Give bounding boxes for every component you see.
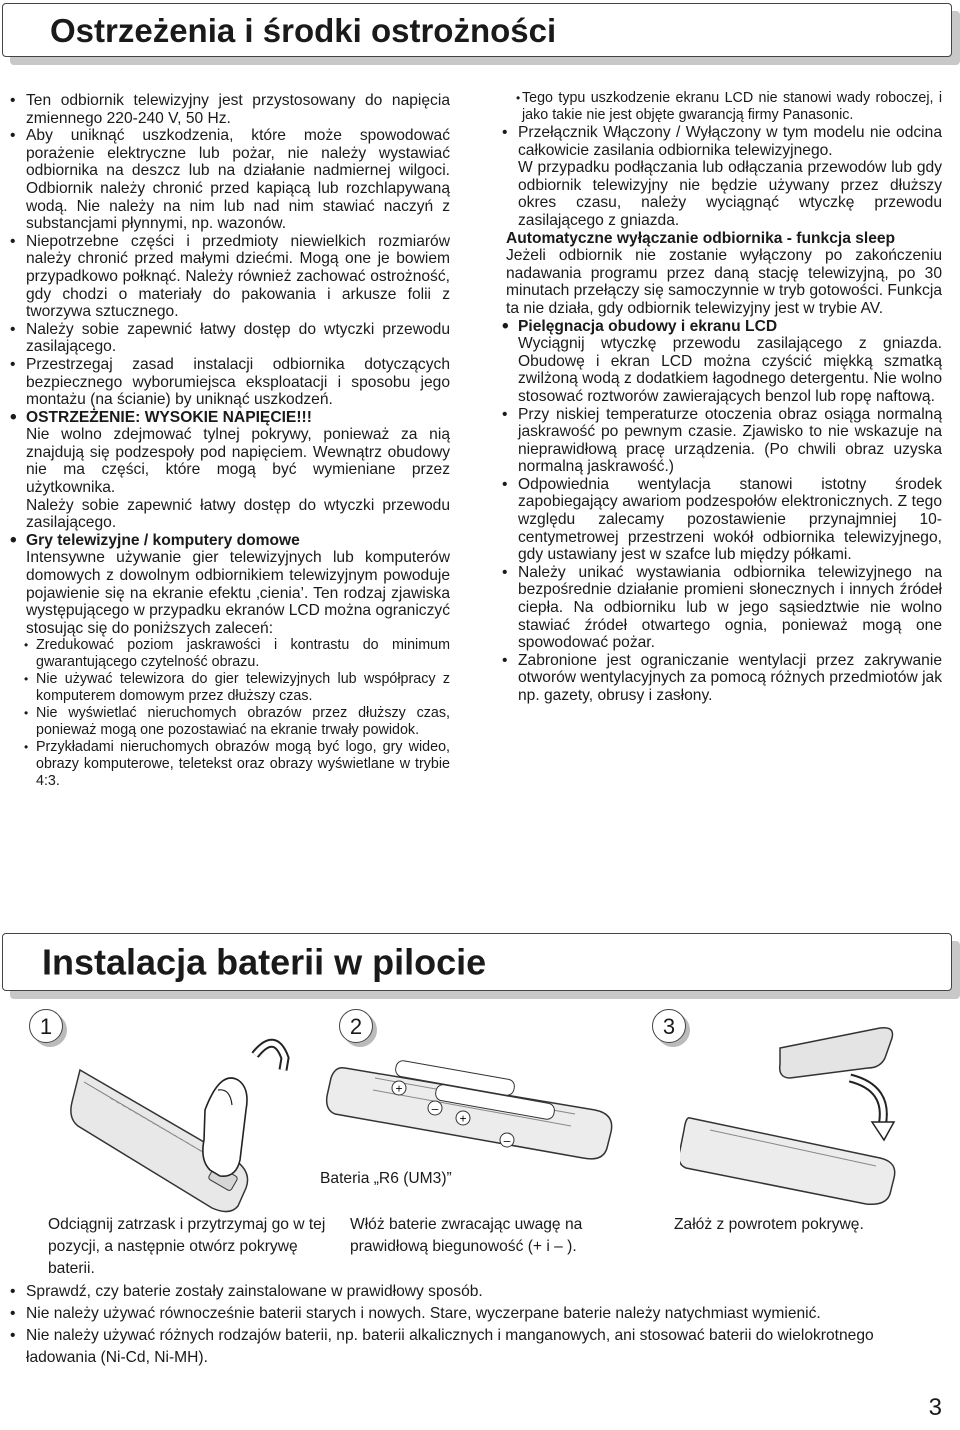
games-heading: • Gry telewizyjne / komputery domowe [10,532,450,550]
step3-caption: Załóż z powrotem pokrywę. [674,1216,864,1233]
arrow-open-icon [255,1043,285,1070]
section-title: Ostrzeżenia i środki ostrożności [50,11,557,49]
games-tip-duration: • Nie używać telewizora do gier telewizyjnych lub współpracy z komputerem domowym przez dłuższy czas. [10,671,450,705]
note-check-installation: • Sprawdź, czy baterie zostały zainstalowane w prawidłowy sposób. [10,1281,940,1303]
games-tip-examples: • Przykładami nieruchomych obrazów mogą być logo, gry wideo, obrazy komputerowe, teletekst oraz obrazy wyświetlane w trybie 4:3. [10,739,450,790]
bullet-voltage: • Ten odbiornik telewizyjny jest przystosowany do napięcia zmiennego 220-240 V, 50 Hz. [10,92,450,127]
step-number-2: 2 [339,1009,373,1043]
warning-heading: • OSTRZEŻENIE: WYSOKIE NAPIĘCIE!!! [10,409,450,427]
minus-sign: – [503,1133,511,1148]
step1-caption: Odciągnij zatrzask i przytrzymaj go w tej pozycji, a następnie otwórz pokrywę baterii. [48,1216,326,1277]
bullet-power-switch: • Przełącznik Włączony / Wyłączony w tym modelu nie odcina całkowicie zasilania odbiornika telewizyjnego. [502,124,942,159]
warning-text-plug: Należy sobie zapewnić łatwy dostęp do wtyczki przewodu zasilającego. [26,496,450,532]
plus-sign: + [459,1111,467,1126]
power-switch-text: W przypadku podłączania lub odłączania przewodów lub gdy odbiornik telewizyjny nie będzie używany przez dłuższy okres czasu, należy wyciągnąć wtyczkę przewodu zasilającego z gniazda. [518,159,942,229]
step-number-1: 1 [29,1009,63,1043]
plus-sign: + [395,1081,403,1096]
care-text: Wyciągnij wtyczkę przewodu zasilającego z gniazda. Obudowę i ekran LCD można czyścić miękką szmatką zwilżoną wodą z dodatkiem łagodnego detergentu. Nie wolno stosować roztworów zawierających benzol lub ropę naftową. [518,335,942,405]
section-header-battery [2,933,960,999]
section-header-warnings [2,3,960,65]
note-old-new-batteries: • Nie należy używać równocześnie baterii starych i nowych. Stare, wyczerpane baterie należy natychmiast wymienić. [10,1303,940,1325]
remote-control-image [680,1118,895,1205]
battery-notes [10,1281,940,1369]
bullet-sunlight: • Należy unikać wystawiania odbiornika telewizyjnego na bezpośrednie działanie promieni słonecznych i innych źródeł ciepła. Na odbiorniku lub w jego sąsiedztwie nie wolno stawiać źródeł otwartego ognia, ponieważ mogą one spowodować pożar. [502,564,942,652]
polarity-minus-icon [500,1133,514,1148]
remote-insert-batteries-illustration [325,1048,625,1168]
bullet-lcd-warranty: • Tego typu uszkodzenie ekranu LCD nie stanowi wady roboczej, i jako takie nie jest objęte gwarancją firmy Panasonic. [502,90,942,124]
polarity-plus-icon [392,1081,406,1096]
polarity-minus-icon [428,1101,442,1116]
remote-open-latch-illustration [70,1010,320,1215]
games-text: Intensywne używanie gier telewizyjnych lub komputerów domowych z dowolnym odbiornikiem telewizyjnym powoduje pojawienie się na ekranie efektu ‚cienia’. Ten rodzaj zjawiska występującego w przypadku ekranów LCD można ograniczyć stosując się do poniższych zaleceń: [26,549,450,637]
page-number: 3 [928,1394,942,1421]
bullet-installation: • Przestrzegaj zasad instalacji odbiornika dotyczących bezpiecznego wyborumiejsca eksploatacji i sposobu jego montażu (na ścianie) by uniknąć uszkodzeń. [10,356,450,409]
sleep-text: Jeżeli odbiornik nie zostanie wyłączony po zakończeniu nadawania programu przez daną stację telewizyjną, po 30 minutach przełączy się samoczynnie w tryb gotowości. Funkcja ta nie działa, gdy odbiornik telewizyjny jest w trybie AV. [506,247,942,317]
battery-cover-image [780,1028,893,1078]
sleep-heading: Automatyczne wyłączanie odbiornika - funkcja sleep [506,229,896,247]
step2-caption: Włóż baterie zwracając uwagę na prawidłową biegunowość (+ i – ). [350,1216,583,1255]
hand-image [203,1078,247,1176]
section-title: Instalacja baterii w pilocie [42,941,487,983]
arrow-close-icon [850,1078,894,1140]
games-tip-still-images: • Nie wyświetlać nieruchomych obrazów przez dłuższy czas, ponieważ mogą one pozostawiać na ekranie trwały powidok. [10,705,450,739]
bullet-moisture: • Aby uniknąć uszkodzenia, które może spowodować porażenie elektryczne lub pożar, nie należy wystawiać odbiornika na deszcz lub na działanie nadmiernej wilgoci. Odbiornik należy chronić przed kapiącą lub rozchlapywaną wodą. Nie należy na nim lub nad nim stawiać naczyń z substancjami płynnymi, np. wazonów. [10,127,450,233]
minus-sign: – [431,1101,439,1116]
step-number-3: 3 [652,1009,686,1043]
games-tip-brightness: • Zredukować poziom jaskrawości i kontrastu do minimum gwarantującego czytelność obrazu. [10,637,450,671]
bullet-plug-access: • Należy sobie zapewnić łatwy dostęp do wtyczki przewodu zasilającego. [10,321,450,356]
bullet-ventilation: • Odpowiednia wentylacja stanowi istotny środek zapobiegający awariom podzespołów elektronicznych. Z tego względu zalecamy pozostawienie przynajmniej 10-centymetrowej przestrzeni wokół odbiornika telewizyjnego, gdy ustawiany jest w szafce lub między półkami. [502,476,942,564]
bullet-vent-blocking: • Zabronione jest ograniczanie wentylacji przez zakrywanie otworów wentylacyjnych za pomocą różnych przedmiotów jak np. gazety, obrusy i zasłony. [502,652,942,705]
battery-type-label: Bateria „R6 (UM3)” [320,1170,452,1187]
warning-text: Nie wolno zdejmować tylnej pokrywy, ponieważ za nią znajdują się podzespoły pod napięciem. Wewnątrz obudowy nie ma części, które mogą być wymieniane przez użytkownika. [26,426,450,497]
bullet-small-parts: • Niepotrzebne części i przedmioty niewielkich rozmiarów należy chronić przed małymi dziećmi. Mogą one je bowiem przypadkowo połknąć. Należy również zachować ostrożność, gdy chodzi o materiały do pakowania i arkusze folii z tworzywa sztucznego. [10,233,450,321]
care-heading: • Pielęgnacja obudowy i ekranu LCD [502,318,942,336]
right-column [502,90,942,705]
polarity-plus-icon [456,1111,470,1126]
remote-close-cover-illustration [680,1018,940,1208]
note-battery-types: • Nie należy używać różnych rodzajów baterii, np. baterii alkalicznych i manganowych, ani stosować baterii do wielokrotnego ładowania (Ni-Cd, Ni-MH). [10,1325,940,1369]
left-column [10,92,450,790]
bullet-low-temp: • Przy niskiej temperaturze otoczenia obraz osiąga normalną jaskrawość po pewnym czasie. Zjawisko to nie wskazuje na nieprawidłową pracę urządzenia. (Po chwili obraz uzyska normalną jaskrawość.) [502,406,942,476]
